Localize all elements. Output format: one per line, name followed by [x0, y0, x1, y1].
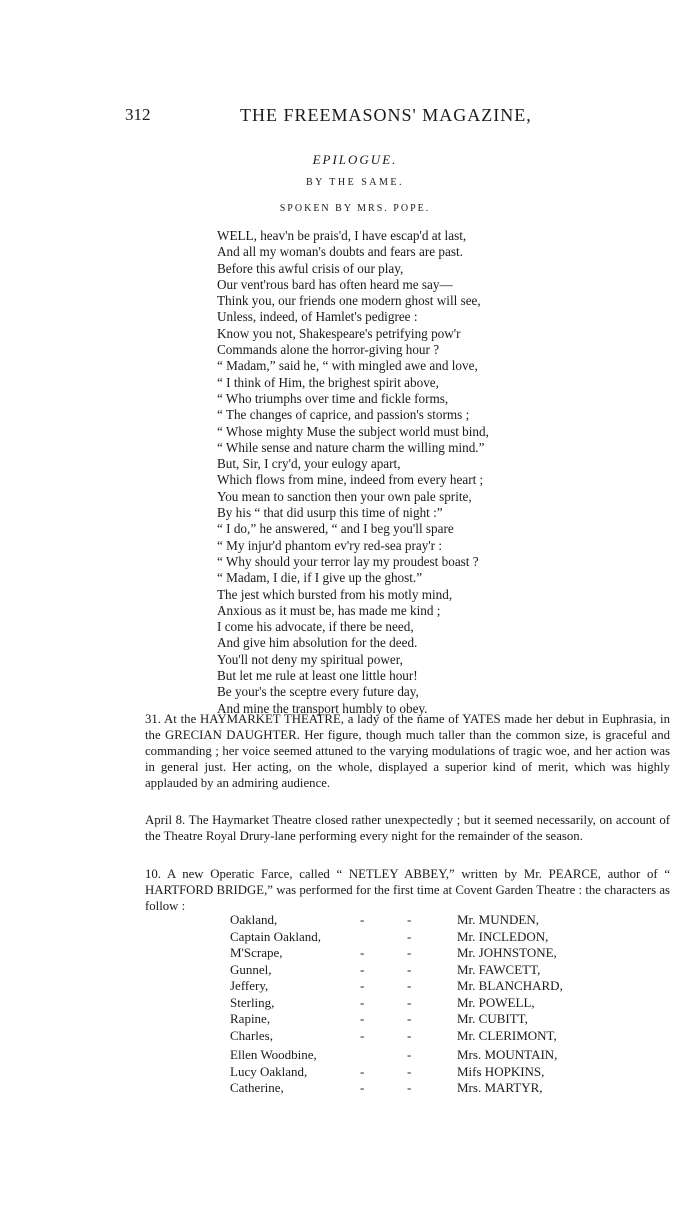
poem-line: WELL, heav'n be prais'd, I have escap'd at last,	[217, 228, 467, 243]
cast-dash: -	[407, 928, 412, 944]
cast-row	[230, 945, 610, 962]
poem-line: “ My injur'd phantom ev'ry red-sea pray'r :	[217, 537, 443, 553]
poem-line: Our vent'rous bard has often heard me say—	[217, 276, 453, 292]
cast-row	[230, 1011, 610, 1028]
poem-line: Know you not, Shakespeare's petrifying pow'r	[217, 325, 461, 341]
cast-dash: -	[407, 961, 412, 977]
cast-role: Ellen Woodbine,	[230, 1047, 317, 1062]
poem-line: “ Whose mighty Muse the subject world must bind,	[217, 423, 489, 439]
cast-dash: -	[407, 1011, 412, 1026]
poem-line: “ While sense and nature charm the willing mind.”	[217, 439, 485, 455]
cast-row	[230, 1028, 610, 1045]
poem-line: But let me rule at least one little hour!	[217, 668, 418, 684]
cast-dash: -	[360, 1027, 365, 1043]
cast-role: Lucy Oakland,	[230, 1063, 308, 1079]
paragraph-netley-abbey: 10. A new Operatic Farce, called “ NETLEY ABBEY,” written by Mr. PEARCE, author of “ HARTFORD BRIDGE,” was performed for the first time at Covent Garden Theatre : the characters as follow :	[145, 867, 670, 913]
epilogue-author: BY THE SAME.	[305, 177, 405, 188]
epilogue-poem	[217, 228, 677, 717]
paragraph-haymarket-closed: April 8. The Haymarket Theatre closed rather unexpectedly ; but it seemed necessarily, on account of the Theatre Royal Drury-lane performing every night for the remainder of the season.	[145, 813, 670, 843]
poem-line: “ Madam,” said he, “ with mingled awe and love,	[217, 358, 478, 374]
cast-dash: -	[360, 994, 365, 1010]
cast-actor: Mr. INCLEDON,	[457, 928, 549, 944]
cast-list	[230, 912, 610, 1097]
cast-role: Rapine,	[230, 1011, 271, 1026]
cast-row	[230, 962, 610, 979]
cast-dash: -	[407, 1080, 412, 1095]
page-header	[125, 105, 675, 131]
cast-actor: Mrs. MARTYR,	[457, 1080, 543, 1095]
cast-dash: -	[360, 961, 365, 977]
cast-row	[230, 1080, 610, 1097]
cast-dash: -	[360, 1080, 365, 1095]
cast-dash: -	[407, 1063, 412, 1079]
poem-line: Commands alone the horror-giving hour ?	[217, 342, 440, 358]
cast-dash: -	[360, 1011, 365, 1026]
poem-line: Which flows from mine, indeed from every heart ;	[217, 472, 484, 488]
cast-actor: Mr. MUNDEN,	[457, 912, 539, 927]
poem-line: And give him absolution for the deed.	[217, 635, 418, 651]
cast-row	[230, 1064, 610, 1081]
cast-actor: Mr. FAWCETT,	[457, 961, 541, 977]
cast-actor: Mrs. MOUNTAIN,	[457, 1047, 558, 1062]
cast-row	[230, 995, 610, 1012]
poem-line: “ Who triumphs over time and fickle forms,	[217, 390, 449, 406]
poem-line: And all my woman's doubts and fears are past.	[217, 244, 463, 260]
cast-role: Sterling,	[230, 994, 275, 1010]
poem-line: “ Madam, I die, if I give up the ghost.”	[217, 570, 423, 586]
cast-actor: Mr. BLANCHARD,	[457, 978, 563, 993]
cast-row	[230, 978, 610, 995]
cast-dash: -	[407, 945, 412, 960]
poem-line: I come his advocate, if there be need,	[217, 619, 414, 635]
poem-line: Think you, our friends one modern ghost will see,	[217, 293, 481, 309]
cast-dash: -	[407, 1027, 412, 1043]
poem-line: “ The changes of caprice, and passion's storms ;	[217, 407, 470, 423]
cast-dash: -	[407, 994, 412, 1010]
poem-line: “ Why should your terror lay my proudest boast ?	[217, 553, 479, 569]
cast-role: Catherine,	[230, 1080, 284, 1095]
cast-dash: -	[360, 978, 365, 993]
cast-row	[230, 1047, 610, 1064]
poem-line: “ I do,” he answered, “ and I beg you'll spare	[217, 521, 454, 537]
poem-line: Be your's the sceptre every future day,	[217, 684, 419, 700]
paragraph-haymarket-yates: 31. At the HAYMARKET THEATRE, a lady of the name of YATES made her debut in Euphrasia, in the GRECIAN DAUGHTER. Her figure, though much taller than the common size, is graceful and commanding ; her voice seemed attuned to the varying modulations of tragic woe, and her action was in general just. Her acting, on the whole, displayed a superior kind of merit, which was highly applauded by an admiring audience.	[145, 712, 670, 790]
cast-dash: -	[360, 945, 365, 960]
cast-dash: -	[407, 978, 412, 993]
poem-line: Before this awful crisis of our play,	[217, 260, 404, 276]
cast-role: Oakland,	[230, 912, 278, 927]
cast-actor: Mr. CLERIMONT,	[457, 1027, 557, 1043]
poem-line: Anxious as it must be, has made me kind ;	[217, 602, 441, 618]
epilogue-speaker: SPOKEN BY MRS. POPE.	[279, 203, 431, 214]
cast-role: Gunnel,	[230, 961, 272, 977]
poem-line: Unless, indeed, of Hamlet's pedigree :	[217, 309, 418, 325]
poem-line: You mean to sanction then your own pale sprite,	[217, 488, 472, 504]
poem-line: But, Sir, I cry'd, your eulogy apart,	[217, 456, 401, 472]
cast-role: Charles,	[230, 1027, 273, 1043]
cast-dash: -	[360, 912, 365, 927]
cast-dash: -	[407, 1047, 412, 1062]
cast-row	[230, 929, 610, 946]
cast-role: Jeffery,	[230, 978, 269, 993]
cast-role: Captain Oakland,	[230, 928, 321, 944]
cast-actor: Mr. CUBITT,	[457, 1011, 528, 1026]
running-title: THE FREEMASONS' MAGAZINE,	[240, 105, 532, 125]
poem-line: The jest which bursted from his motly mind,	[217, 586, 453, 602]
page-number: 312	[125, 105, 151, 124]
cast-actor: Mifs HOPKINS,	[457, 1063, 545, 1079]
poem-line: And mine the transport humbly to obey.	[217, 700, 428, 716]
cast-row	[230, 912, 610, 929]
cast-actor: Mr. JOHNSTONE,	[457, 945, 557, 960]
cast-dash: -	[360, 1063, 365, 1079]
cast-actor: Mr. POWELL,	[457, 994, 535, 1010]
cast-role: M'Scrape,	[230, 945, 283, 960]
cast-dash: -	[407, 912, 412, 927]
epilogue-title: EPILOGUE.	[312, 152, 398, 167]
poem-line: You'll not deny my spiritual power,	[217, 651, 403, 667]
poem-line: By his “ that did usurp this time of night :”	[217, 505, 443, 521]
poem-line: “ I think of Him, the brighest spirit above,	[217, 374, 439, 390]
